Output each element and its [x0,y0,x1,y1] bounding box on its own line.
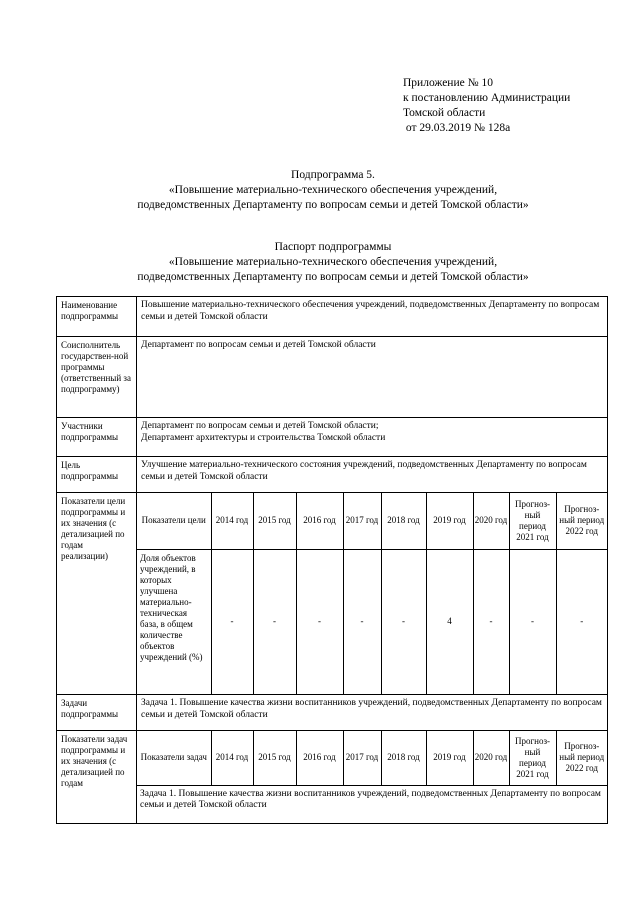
header-cell: 2020 год [473,731,509,785]
header-cell: 2019 год [426,493,473,549]
table-row [57,493,608,695]
header-cell: 2017 год [343,493,381,549]
indicator-name: Доля объектов учреждений, в которых улучшена материально-техническая база, в общем количестве объектов учреждений (%) [137,549,211,694]
row-label-goal: Цель подпрограммы [57,457,137,493]
goal-indicator-row [137,549,607,694]
annex-line-1: Приложение № 10 [403,77,493,89]
goal-indicators-cell [137,493,608,695]
header-cell: 2019 год [426,731,473,785]
goal-indicators-header [137,493,607,549]
subprogram-title [60,168,606,213]
row-label-tasks: Задачи подпрограммы [57,695,137,731]
task-indicators-cell [137,731,608,824]
indicator-value: - [211,549,253,694]
table-row [57,695,608,731]
goal-indicators-table [137,493,607,694]
indicator-value: 4 [426,549,473,694]
header-cell: Прогноз-ный период 2022 год [556,731,607,785]
task-indicators-header [137,731,607,785]
row-label-goal-indicators: Показатели цели подпрограммы и их значения (с детализацией по годам реализации) [57,493,137,695]
table-row [57,418,608,457]
annex-line-4: от 29.03.2019 № 128а [403,122,511,134]
header-cell: 2015 год [253,493,296,549]
indicator-value: - [296,549,343,694]
header-cell: 2014 год [211,731,253,785]
header-cell: Показатели задач [137,731,211,785]
header-cell: 2018 год [381,731,426,785]
annex-line-3: Томской области [403,107,486,119]
title-line-3: подведомственных Департаменту по вопросам семьи и детей Томской области» [137,199,529,211]
header-cell: Показатели цели [137,493,211,549]
header-cell: 2016 год [296,731,343,785]
task-row [137,785,607,823]
header-cell: 2016 год [296,493,343,549]
header-cell: 2015 год [253,731,296,785]
row-value-participants [137,418,608,457]
row-value-goal: Улучшение материально-технического состояния учреждений, подведомственных Департаменту по вопросам семьи и детей Томской области [137,457,608,493]
task-text: Задача 1. Повышение качества жизни воспитанников учреждений, подведомственных Департаменту по вопросам семьи и детей Томской области [137,785,607,823]
annex-header [403,76,633,136]
passport-title-line-1: Паспорт подпрограммы [274,241,392,253]
indicator-value: - [509,549,556,694]
header-cell: Прогноз-ный период 2021 год [509,493,556,549]
task-indicators-table [137,731,607,823]
table-row [57,337,608,418]
indicator-value: - [343,549,381,694]
table-row [57,457,608,493]
row-label-coexecutor: Соисполнитель государствен-ной программы (ответственный за подпрограмму) [57,337,137,418]
indicator-value: - [473,549,509,694]
row-value-tasks: Задача 1. Повышение качества жизни воспитанников учреждений, подведомственных Департаменту по вопросам семьи и детей Томской области [137,695,608,731]
indicator-value: - [381,549,426,694]
header-cell: Прогноз-ный период 2021 год [509,731,556,785]
row-value-coexecutor: Департамент по вопросам семьи и детей Томской области [137,337,608,418]
row-label-participants: Участники подпрограммы [57,418,137,457]
row-label-name: Наименование подпрограммы [57,297,137,337]
header-cell: 2014 год [211,493,253,549]
title-line-1: Подпрограмма 5. [291,169,375,181]
row-value-name: Повышение материально-технического обеспечения учреждений, подведомственных Департаменту по вопросам семьи и детей Томской области [137,297,608,337]
participant-1: Департамент по вопросам семьи и детей Томской области; [141,421,379,431]
indicator-value: - [253,549,296,694]
indicator-value: - [556,549,607,694]
title-line-2: «Повышение материально-технического обеспечения учреждений, [168,184,498,196]
passport-table [56,296,608,824]
table-row [57,297,608,337]
header-cell: 2017 год [343,731,381,785]
passport-title [60,240,606,285]
row-label-task-indicators: Показатели задач подпрограммы и их значения (с детализацией по годам [57,731,137,824]
header-cell: Прогноз-ный период 2022 год [556,493,607,549]
passport-title-line-2: «Повышение материально-технического обеспечения учреждений, [168,256,498,268]
header-cell: 2018 год [381,493,426,549]
table-row [57,731,608,824]
header-cell: 2020 год [473,493,509,549]
participant-2: Департамент архитектуры и строительства Томской области [141,432,386,443]
annex-line-2: к постановлению Администрации [403,92,571,104]
passport-title-line-3: подведомственных Департаменту по вопросам семьи и детей Томской области» [137,271,529,283]
